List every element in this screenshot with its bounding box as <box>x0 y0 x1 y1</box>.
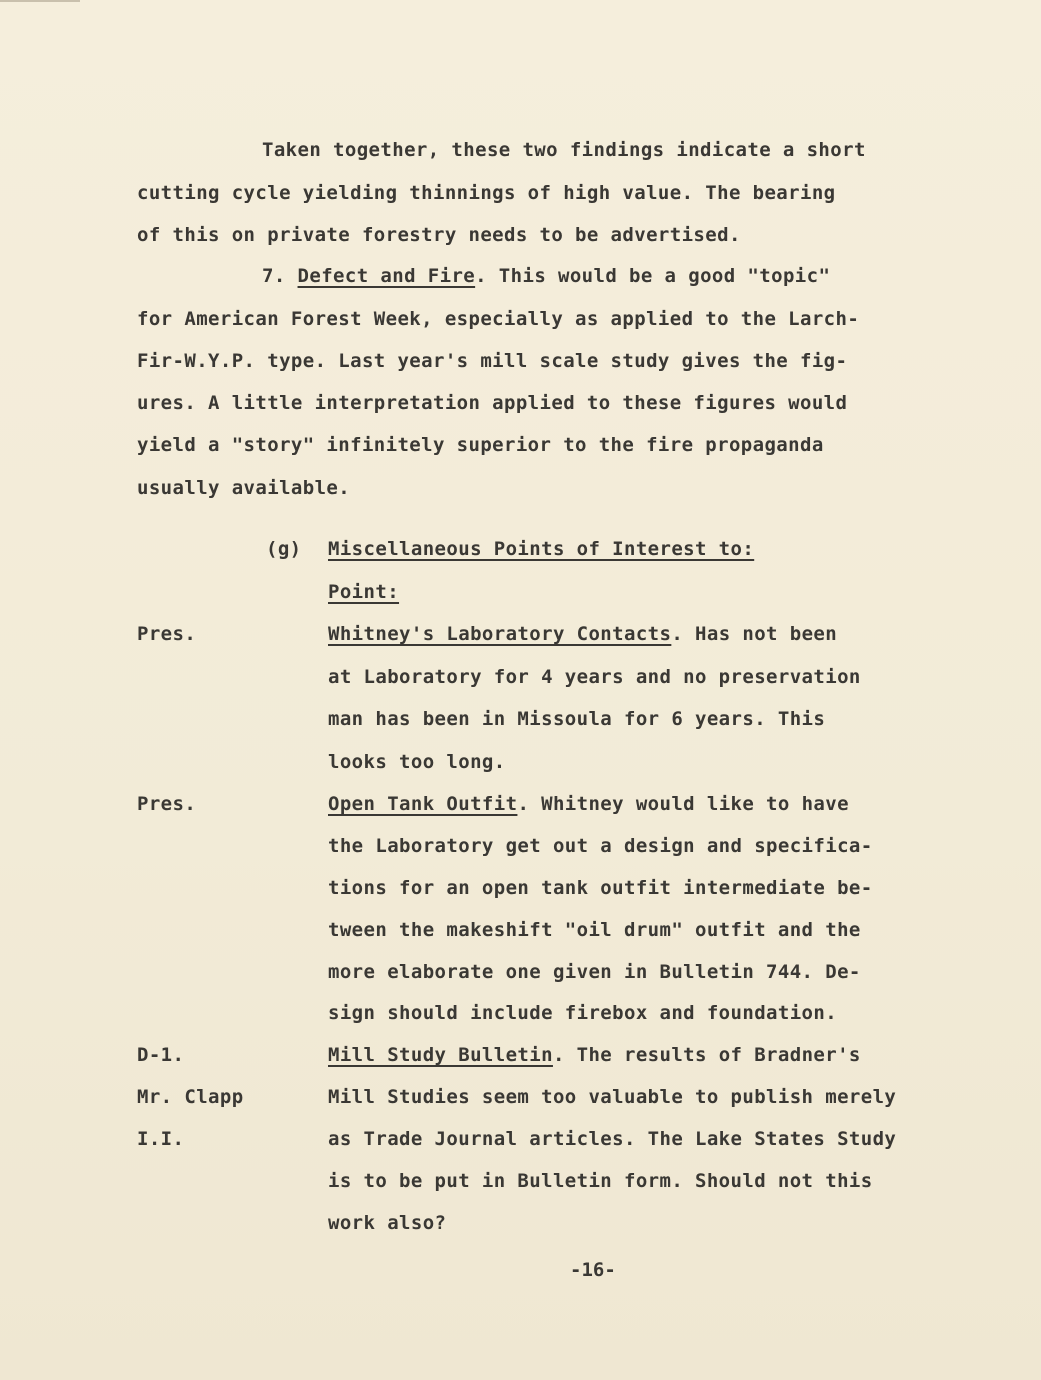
item-3-label-1: D-1. <box>137 1044 185 1066</box>
item-1-line-3: man has been in Missoula for 6 years. This <box>328 708 826 730</box>
paragraph-2-line-1 <box>262 264 830 288</box>
paragraph-2-line-1-rest: . This would be a good "topic" <box>475 265 831 287</box>
paragraph-2-line-2: for American Forest Week, especially as applied to the Larch- <box>137 308 860 330</box>
section-g-subtitle: Point: <box>328 581 400 603</box>
item-1-label-1: Pres. <box>137 623 197 645</box>
item-2-heading: Open Tank Outfit <box>328 793 518 815</box>
item-1-line-2: at Laboratory for 4 years and no preservation <box>328 666 861 688</box>
paragraph-1-line-3: of this on private forestry needs to be advertised. <box>137 224 741 246</box>
item-3-label-3: I.I. <box>137 1128 185 1150</box>
item-2-line-2: the Laboratory get out a design and specifica- <box>328 835 873 857</box>
paragraph-2-line-4: ures. A little interpretation applied to these figures would <box>137 392 848 414</box>
paragraph-1-line-2: cutting cycle yielding thinnings of high value. The bearing <box>137 182 836 204</box>
section-g-marker: (g) <box>266 538 302 560</box>
paragraph-2-heading: Defect and Fire <box>297 265 476 287</box>
item-2-line-5: more elaborate one given in Bulletin 744. De- <box>328 961 861 983</box>
item-2-label-1: Pres. <box>137 793 197 815</box>
item-3-line-4: is to be put in Bulletin form. Should not this <box>328 1170 873 1192</box>
item-3-line-1-rest: . The results of Bradner's <box>552 1044 861 1066</box>
item-2-line-4: tween the makeshift "oil drum" outfit and the <box>328 919 861 941</box>
item-2-line-6: sign should include firebox and foundation. <box>328 1002 838 1024</box>
item-3-line-2: Mill Studies seem too valuable to publish merely <box>328 1086 897 1108</box>
item-3-label-2: Mr. Clapp <box>137 1086 244 1108</box>
paragraph-2-line-6: usually available. <box>137 477 351 499</box>
page-number: -16- <box>570 1259 616 1281</box>
page-edge-mark <box>0 0 80 8</box>
item-1-line-4: looks too long. <box>328 751 506 773</box>
item-1-line-1 <box>328 622 837 646</box>
item-1-heading: Whitney's Laboratory Contacts <box>328 623 672 645</box>
paragraph-2-number: 7. <box>262 265 286 287</box>
item-2-line-3: tions for an open tank outfit intermediate be- <box>328 877 873 899</box>
paragraph-2-line-5: yield a "story" infinitely superior to the fire propaganda <box>137 434 824 456</box>
item-3-heading: Mill Study Bulletin <box>328 1044 553 1066</box>
paragraph-1-line-1: Taken together, these two findings indicate a short <box>262 139 866 161</box>
item-2-line-1 <box>328 792 849 816</box>
item-2-line-1-rest: . Whitney would like to have <box>517 793 849 815</box>
item-1-line-1-rest: . Has not been <box>671 623 838 645</box>
item-3-line-1 <box>328 1043 861 1067</box>
paragraph-2-line-3: Fir-W.Y.P. type. Last year's mill scale study gives the fig- <box>137 350 848 372</box>
section-g-title: Miscellaneous Points of Interest to: <box>328 538 755 560</box>
item-3-line-5: work also? <box>328 1212 447 1234</box>
item-3-line-3: as Trade Journal articles. The Lake States Study <box>328 1128 897 1150</box>
